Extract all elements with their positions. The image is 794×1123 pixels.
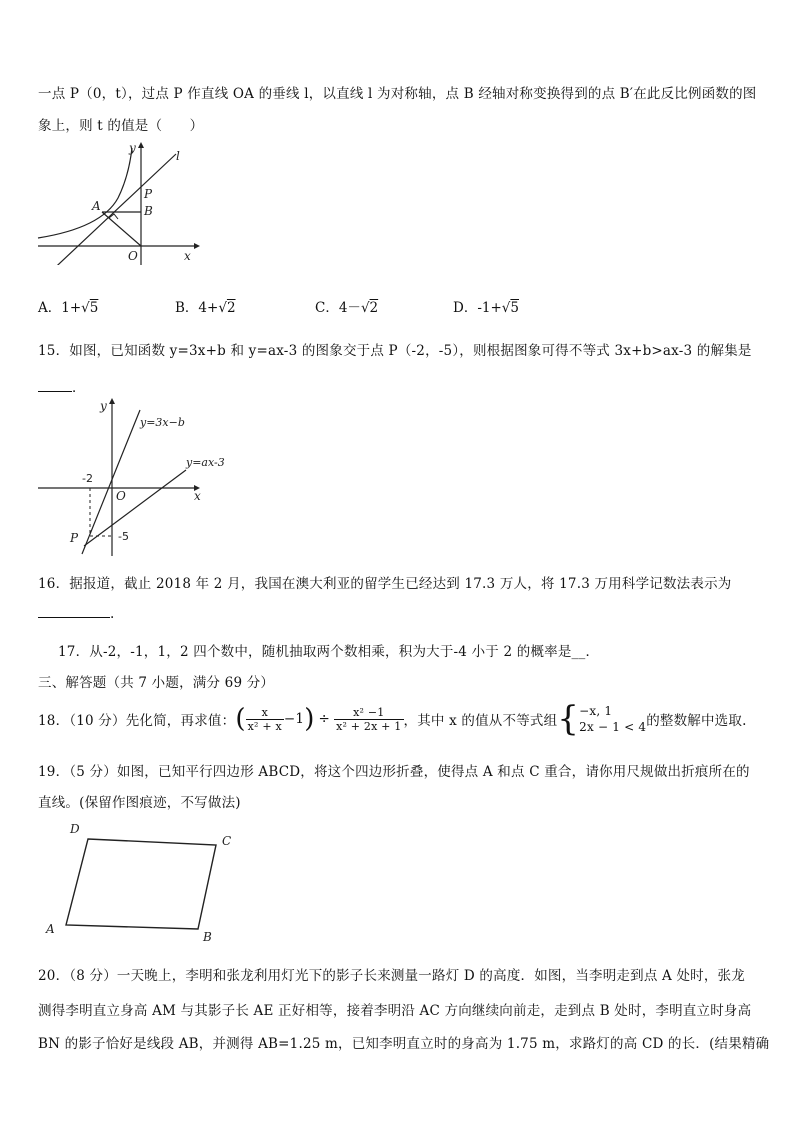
q14-option-c[interactable] bbox=[315, 296, 378, 316]
q20-line2: 测得李明直立身高 AM 与其影子长 AE 正好相等，接着李明沿 AC 方向继续向前走，走到点 B 处时，李明直立时身高 bbox=[38, 1003, 752, 1019]
q14-option-d[interactable] bbox=[453, 296, 519, 316]
q15-label-line1: y=3x−b bbox=[140, 416, 185, 429]
q16-line1: 16．据报道，截止 2018 年 2 月，我国在澳大利亚的留学生已经达到 17.3 万人，将 17.3 万用科学记数法表示为 bbox=[38, 576, 732, 592]
q18-divide: ÷ bbox=[318, 711, 331, 727]
sqrt-icon: √ bbox=[218, 300, 227, 316]
q18-fraction-2 bbox=[334, 706, 403, 733]
section3-title: 三、解答题（共 7 小题，满分 69 分） bbox=[38, 675, 275, 691]
q19-parallelogram bbox=[66, 839, 216, 929]
q14-label-y: y bbox=[129, 141, 136, 155]
q19-line1: 19．（5 分）如图，已知平行四边形 ABCD，将这个四边形折叠，使得点 A 和点 C 重合，请你用尺规做出折痕所在的 bbox=[38, 764, 750, 780]
q14-option-a[interactable] bbox=[38, 296, 98, 316]
q15-label-neg2: -2 bbox=[82, 472, 93, 485]
q14-option-a-letter: A． bbox=[38, 300, 62, 316]
q18-middle: ，其中 x 的值从不等式组 bbox=[403, 713, 558, 729]
q15-line1: 15．如图，已知函数 y=3x+b 和 y=ax-3 的图象交于点 P（-2，-5），则根据图象可得不等式 3x+b>ax-3 的解集是 bbox=[38, 343, 752, 359]
left-paren: ( bbox=[235, 704, 246, 734]
q14-label-a: A bbox=[92, 199, 101, 213]
q15-line-ax-3 bbox=[84, 470, 186, 546]
q14-option-b-radicand: 2 bbox=[226, 300, 236, 316]
q18-frac1-denominator: x² + x bbox=[247, 719, 282, 733]
q14-figure bbox=[36, 140, 206, 265]
q14-line2: 象上，则 t 的值是（ ） bbox=[38, 118, 204, 134]
q18-minus-one: −1 bbox=[283, 711, 305, 727]
q15-label-p: P bbox=[70, 531, 79, 545]
q18-fraction-1 bbox=[246, 706, 284, 733]
q15-answer-blank[interactable] bbox=[38, 390, 72, 392]
q14-x-arrow bbox=[194, 243, 200, 249]
q18-inequality-system bbox=[579, 703, 646, 735]
q16-answer-blank[interactable] bbox=[38, 616, 110, 618]
q14-option-b-letter: B． bbox=[175, 300, 199, 316]
q14-label-x: x bbox=[184, 249, 191, 263]
q14-option-c-letter: C． bbox=[315, 300, 339, 316]
q14-option-d-text: -1+ bbox=[477, 300, 502, 316]
q14-option-d-letter: D． bbox=[453, 300, 478, 316]
q18-sys-line2: 2x − 1 < 4 bbox=[579, 720, 647, 734]
q19-label-c: C bbox=[222, 834, 232, 848]
q19-label-b: B bbox=[203, 930, 212, 944]
q18-frac2-denominator: x² + 2x + 1 bbox=[336, 719, 402, 733]
q15-label-x: x bbox=[194, 489, 201, 503]
q18-prefix: 18．（10 分）先化简，再求值： bbox=[38, 713, 236, 729]
q14-y-arrow bbox=[138, 142, 144, 148]
q14-line-oa bbox=[102, 212, 141, 246]
q15-figure bbox=[36, 396, 236, 556]
q18-sys-line1: −x, 1 bbox=[579, 704, 613, 718]
q14-label-b: B bbox=[144, 204, 153, 218]
q15-label-o: O bbox=[116, 489, 126, 503]
q16-blank-suffix: . bbox=[110, 606, 115, 622]
q14-label-l: l bbox=[176, 149, 180, 163]
q18-frac1-numerator: x bbox=[246, 706, 284, 720]
left-brace: { bbox=[557, 699, 580, 739]
q15-y-arrow bbox=[109, 398, 115, 404]
sqrt-icon: √ bbox=[360, 300, 370, 316]
q15-blank-suffix: ． bbox=[72, 380, 86, 396]
q14-hyperbola bbox=[38, 148, 132, 238]
q15-blank-line bbox=[38, 376, 86, 396]
q14-option-a-text: 1+ bbox=[61, 300, 82, 316]
q14-option-c-radicand: 2 bbox=[369, 300, 379, 316]
q14-line1: 一点 P（0，t），过点 P 作直线 OA 的垂线 l，以直线 l 为对称轴，点 B 经轴对称变换得到的点 B′在此反比例函数的图 bbox=[38, 86, 757, 102]
q14-option-d-radicand: 5 bbox=[510, 300, 519, 316]
q18-frac2-numerator: x² −1 bbox=[334, 706, 403, 720]
q19-figure bbox=[40, 815, 240, 945]
q14-option-b[interactable] bbox=[175, 296, 236, 316]
q19-label-d: D bbox=[70, 822, 80, 836]
sqrt-icon: √ bbox=[501, 300, 511, 316]
q20-line1: 20．（8 分）一天晚上，李明和张龙利用灯光下的影子长来测量一路灯 D 的高度．如图，当李明走到点 A 处时，张龙 bbox=[38, 968, 745, 984]
q18-suffix: 的整数解中选取. bbox=[646, 713, 747, 729]
q14-right-angle-mark bbox=[109, 214, 118, 219]
q16-blank-line bbox=[38, 606, 115, 622]
q18-line bbox=[38, 698, 747, 740]
q14-option-c-text: 4－ bbox=[338, 300, 361, 316]
q20-line3: BN 的影子恰好是线段 AB，并测得 AB=1.25 m，已知李明直立时的身高为 1.75 m，求路灯的高 CD 的长．(结果精确 bbox=[38, 1036, 770, 1052]
q14-option-b-text: 4+ bbox=[198, 300, 219, 316]
sqrt-icon: √ bbox=[81, 300, 90, 316]
q15-label-y: y bbox=[100, 399, 107, 413]
right-paren: ) bbox=[304, 704, 315, 734]
q19-label-a: A bbox=[46, 922, 55, 936]
q15-label-line2: y=ax-3 bbox=[186, 456, 225, 469]
q17-text: 17．从-2，-1，1，2 四个数中，随机抽取两个数相乘，积为大于-4 小于 2 的概率是__． bbox=[58, 644, 600, 660]
q14-option-a-radicand: 5 bbox=[89, 300, 99, 316]
q14-label-o: O bbox=[128, 249, 138, 263]
q15-label-neg5: -5 bbox=[118, 530, 129, 543]
q19-line2: 直线。(保留作图痕迹，不写做法) bbox=[38, 795, 241, 811]
q14-label-p: P bbox=[144, 187, 153, 201]
